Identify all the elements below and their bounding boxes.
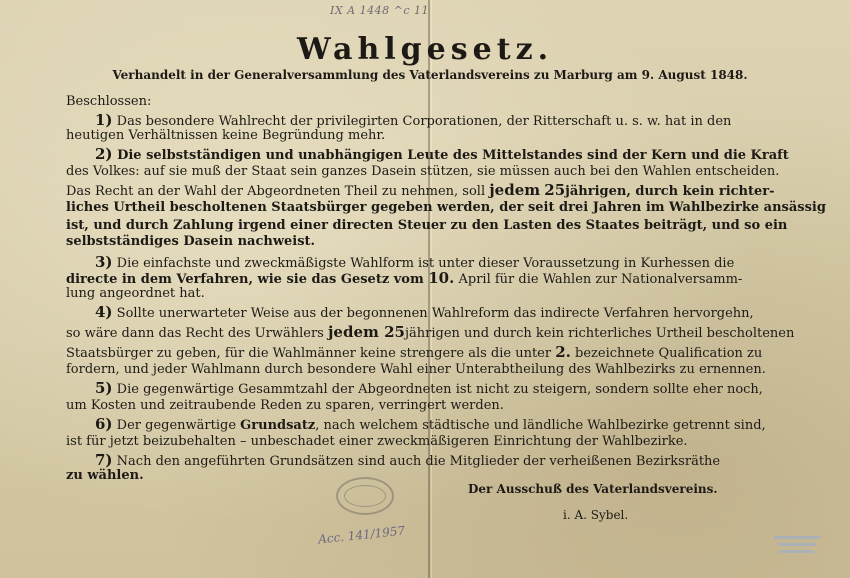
page-title: Wahlgesetz. [296,32,554,67]
archive-stamp [336,477,394,515]
text-line: Staatsbürger zu geben, für die Wahlmänner keine strengere als die unter 2. bezeichnete Qualification zu [66,343,763,361]
paper-fold [428,0,430,578]
text-line: des Volkes: auf sie muß der Staat sein ganzes Dasein stützen, sie müssen auch bei den Wahlen entscheiden. [66,164,780,179]
text-line: 4) Sollte unerwarteter Weise aus der begonnenen Wahlreform das indirecte Verfahren hervorgehn, [95,303,754,321]
text-line: selbstständiges Dasein nachweist. [66,234,316,249]
accession-number: Acc. 141/1957 [317,523,406,547]
text-line: Beschlossen: [66,94,152,109]
page-subtitle: Verhandelt in der Generalversammlung des Vaterlandsvereins zu Marburg am 9. August 1848. [112,68,748,82]
text-line: directe in dem Verfahren, wie sie das Gesetz vom 10. April für die Wahlen zur Nationalversamm- [66,269,743,287]
text-line: heutigen Verhältnissen keine Begründung mehr. [66,128,386,143]
text-line: ist, und durch Zahlung irgend einer directen Steuer zu den Lasten des Staates beiträgt, und so ein [66,218,788,233]
text-line: lung angeordnet hat. [66,286,205,301]
text-line: fordern, und jeder Wahlmann durch besondere Wahl einer Unterabtheilung des Wahlbezirks zu ernennen. [66,362,766,377]
text-line: 3) Die einfachste und zweckmäßigste Wahlform ist unter dieser Voraussetzung in Kurhessen die [95,253,735,271]
text-line: 6) Der gegenwärtige Grundsatz, nach welchem städtische und ländliche Wahlbezirke getrennt sind, [95,415,766,433]
signer-line: Der Ausschuß des Vaterlandsvereins. [468,482,718,496]
paper-fold-highlight [431,0,432,578]
library-stamp [772,533,822,562]
text-line: 7) Nach den angeführten Grundsätzen sind auch die Mitglieder der verheißenen Bezirksräthe [95,451,721,469]
signature-line: i. A. Sybel. [563,508,629,522]
text-line: liches Urtheil bescholtenen Staatsbürger gegeben werden, der seit drei Jahren im Wahlbezirke ansässig [66,200,826,215]
library-stamp-mark [772,533,822,559]
text-line: zu wählen. [66,468,144,483]
text-line: 5) Die gegenwärtige Gesammtzahl der Abgeordneten ist nicht zu steigern, sondern sollte eher noch, [95,379,763,397]
text-line: Das Recht an der Wahl der Abgeordneten Theil zu nehmen, soll jedem 25jährigen, durch kein richter- [66,181,775,199]
text-line: ist für jetzt beizubehalten – unbeschadet einer zweckmäßigeren Einrichtung der Wahlbezirke. [66,434,688,449]
text-line: 1) Das besondere Wahlrecht der privilegirten Corporationen, der Ritterschaft u. s. w. hat in den [95,111,732,129]
text-line: 2) Die selbstständigen und unabhängigen Leute des Mittelstandes sind der Kern und die Kraft [95,145,789,163]
archive-shelfmark: IX A 1448 ^c 11 [330,4,429,17]
text-line: so wäre dann das Recht des Urwählers jedem 25jährigen und durch kein richterliches Urtheil bescholtenen [66,323,795,341]
text-line: um Kosten und zeitraubende Reden zu sparen, verringert werden. [66,398,504,413]
